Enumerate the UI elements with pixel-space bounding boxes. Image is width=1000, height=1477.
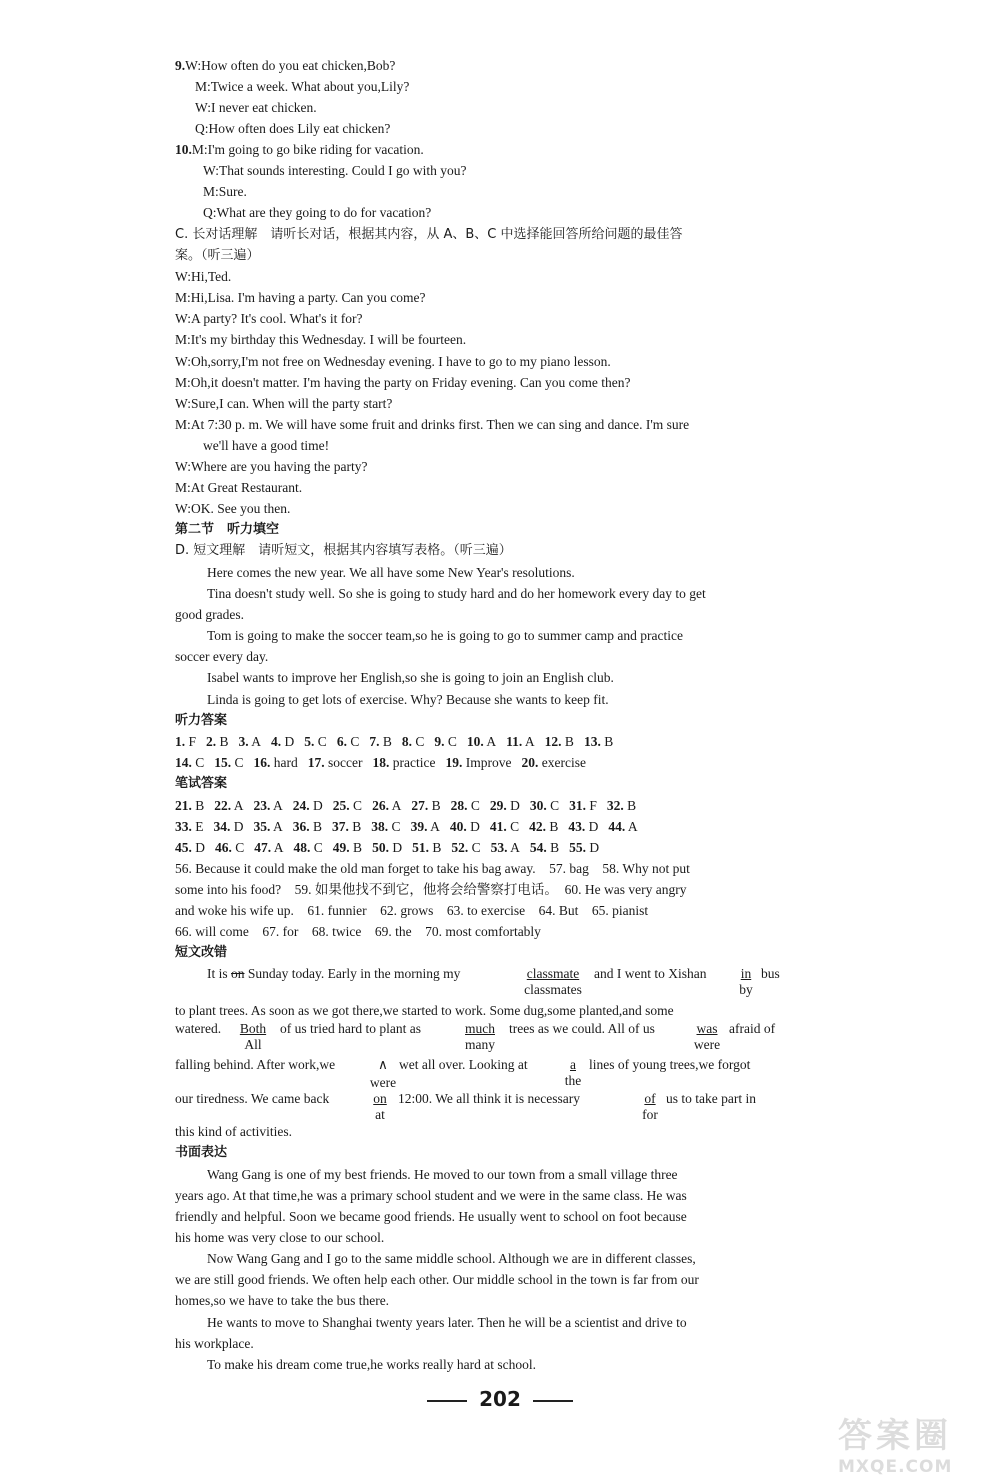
ec-fix-4: much many bbox=[465, 1021, 495, 1052]
q10-line2: W:That sounds interesting. Could I go with you? bbox=[203, 163, 467, 178]
answer-item: 15. C bbox=[214, 755, 244, 770]
answer-item: 19. Improve bbox=[445, 755, 512, 770]
passage-line: Linda is going to get lots of exercise. Why? Because she wants to keep fit. bbox=[207, 692, 609, 707]
passage-line: soccer every day. bbox=[175, 649, 269, 664]
writing-line: Wang Gang is one of my best friends. He moved to our town from a small village three bbox=[207, 1167, 678, 1182]
answer-item: 29. D bbox=[489, 798, 520, 813]
writing-line: years ago. At that time,he was a primary school student and we were in the same class. He was bbox=[175, 1188, 687, 1203]
answer-item: 9. C bbox=[434, 734, 457, 749]
answer-item: 48. C bbox=[293, 840, 323, 855]
answer-item: 44. A bbox=[608, 819, 638, 834]
written-answers-row-3 bbox=[175, 837, 785, 858]
listening-answers-row-1 bbox=[175, 731, 785, 752]
writing-title: 书面表达 bbox=[175, 1145, 228, 1160]
dialogue-line: W:Hi,Ted. bbox=[175, 269, 232, 284]
answer-item: 12. B bbox=[544, 734, 574, 749]
answer-item: 30. C bbox=[529, 798, 560, 813]
answer-item: 47. A bbox=[254, 840, 284, 855]
answer-item: 20. exercise bbox=[521, 755, 586, 770]
ec-fix-2: in by bbox=[739, 966, 753, 997]
writing-line: He wants to move to Shanghai twenty years later. Then he will be a scientist and drive to bbox=[207, 1315, 687, 1330]
passage-line: Isabel wants to improve her English,so she is going to join an English club. bbox=[207, 670, 614, 685]
writing-line: homes,so we have to take the bus there. bbox=[175, 1293, 390, 1308]
ec-line4a: falling behind. After work,we bbox=[175, 1057, 336, 1072]
answer-item: 17. soccer bbox=[307, 755, 363, 770]
ec-struck-word: on bbox=[231, 966, 245, 981]
ec-line5a: our tiredness. We came back bbox=[175, 1091, 330, 1106]
answer-item: 46. C bbox=[215, 840, 245, 855]
section-2-title: 第二节 听力填空 bbox=[175, 522, 280, 537]
written-answers-61: and woke his wife up. 61. funnier 62. grows 63. to exercise 64. But 65. pianist bbox=[175, 903, 649, 918]
answer-item: 33. E bbox=[175, 819, 204, 834]
answer-item: 45. D bbox=[175, 840, 205, 855]
writing-line: we are still good friends. We often help each other. Our middle school in the town is far from our bbox=[175, 1272, 699, 1287]
dialogue-line: W:Sure,I can. When will the party start? bbox=[175, 396, 393, 411]
answer-item: 41. C bbox=[489, 819, 520, 834]
section-c-title-2: 案。（听三遍） bbox=[175, 248, 260, 263]
ec-line1a: It is on Sunday today. Early in the morning my bbox=[207, 966, 461, 981]
answer-item: 23. A bbox=[253, 798, 283, 813]
written-answers-row-1 bbox=[175, 795, 785, 816]
answer-item: 54. B bbox=[529, 840, 560, 855]
ec-line5b: 12:00. We all think it is necessary bbox=[398, 1091, 581, 1106]
answer-item: 42. B bbox=[529, 819, 559, 834]
answer-item: 25. C bbox=[332, 798, 363, 813]
dialogue-line: M:At Great Restaurant. bbox=[175, 480, 303, 495]
ec-line3d: afraid of bbox=[729, 1021, 776, 1036]
answer-item: 52. C bbox=[451, 840, 481, 855]
writing-line: Now Wang Gang and I go to the same middle school. Although we are in different classes, bbox=[207, 1251, 696, 1266]
answer-item: 28. C bbox=[450, 798, 480, 813]
q10-line4: Q:What are they going to do for vacation? bbox=[203, 205, 432, 220]
answer-item: 13. B bbox=[583, 734, 614, 749]
q10-line3: M:Sure. bbox=[203, 184, 247, 199]
ec-fix-5: was were bbox=[693, 1021, 721, 1052]
answer-item: 4. D bbox=[271, 734, 295, 749]
section-d-title: D. 短文理解 请听短文，根据其内容填写表格。（听三遍） bbox=[175, 543, 512, 558]
answer-item: 39. A bbox=[410, 819, 440, 834]
ec-fix-1: classmate classmates bbox=[524, 966, 582, 997]
ec-fix-3: Both All bbox=[239, 1021, 267, 1052]
dialogue-line: M:Oh,it doesn't matter. I'm having the party on Friday evening. Can you come then? bbox=[175, 375, 631, 390]
ec-line3c: trees as we could. All of us bbox=[509, 1021, 655, 1036]
writing-line: To make his dream come true,he works really hard at school. bbox=[207, 1357, 536, 1372]
ec-fix-8: on at bbox=[373, 1091, 387, 1122]
answer-item: 14. C bbox=[175, 755, 205, 770]
writing-line: his workplace. bbox=[175, 1336, 254, 1351]
ec-fix-7: a the bbox=[564, 1057, 582, 1088]
listening-answers-title: 听力答案 bbox=[175, 713, 228, 728]
answer-item: 50. D bbox=[372, 840, 403, 855]
answer-item: 40. D bbox=[449, 819, 480, 834]
ec-fix-6: ∧ were bbox=[369, 1057, 397, 1090]
ec-line4b: wet all over. Looking at bbox=[399, 1057, 528, 1072]
answer-item: 27. B bbox=[411, 798, 441, 813]
answer-item: 31. F bbox=[569, 798, 597, 813]
answer-item: 53. A bbox=[490, 840, 520, 855]
watermark-logo: 答案圈 MXQE.COM bbox=[838, 1416, 953, 1477]
answer-item: 51. B bbox=[412, 840, 442, 855]
writing-line: his home was very close to our school. bbox=[175, 1230, 385, 1245]
dialogue-line: W:OK. See you then. bbox=[175, 501, 291, 516]
ec-line3b: of us tried hard to plant as bbox=[280, 1021, 421, 1036]
section-c-title-1: C. 长对话理解 请听长对话，根据其内容，从 A、B、C 中选择能回答所给问题的最佳答 bbox=[175, 227, 683, 242]
answer-item: 10. A bbox=[466, 734, 497, 749]
answer-item: 6. C bbox=[336, 734, 360, 749]
answer-item: 1. F bbox=[175, 734, 197, 749]
q9-line4: Q:How often does Lily eat chicken? bbox=[195, 121, 391, 136]
dialogue-line: M:At 7:30 p. m. We will have some fruit and drinks first. Then we can sing and dance. I'm sure bbox=[175, 417, 690, 432]
dialogue-line: M:It's my birthday this Wednesday. I will be fourteen. bbox=[175, 332, 467, 347]
answer-item: 32. B bbox=[606, 798, 637, 813]
writing-line: friendly and helpful. Soon we became good friends. He usually went to school on foot because bbox=[175, 1209, 687, 1224]
listening-answers-row-2 bbox=[175, 752, 785, 773]
answer-item: 7. B bbox=[369, 734, 392, 749]
answer-item: 49. B bbox=[332, 840, 363, 855]
dialogue-line: we'll have a good time! bbox=[203, 438, 330, 453]
passage-line: good grades. bbox=[175, 607, 244, 622]
written-answers-66: 66. will come 67. for 68. twice 69. the 70. most comfortably bbox=[175, 924, 541, 939]
ec-fix-9: of for bbox=[642, 1091, 658, 1122]
ec-line1c: and I went to Xishan bbox=[594, 966, 707, 981]
answer-item: 35. A bbox=[253, 819, 283, 834]
answer-item: 18. practice bbox=[372, 755, 436, 770]
answer-item: 43. D bbox=[568, 819, 599, 834]
answer-item: 2. B bbox=[206, 734, 229, 749]
page-number: 202 bbox=[0, 1387, 1000, 1411]
ec-line6: this kind of activities. bbox=[175, 1124, 292, 1139]
written-answers-title: 笔试答案 bbox=[175, 776, 228, 791]
passage-line: Tom is going to make the soccer team,so he is going to go to summer camp and practice bbox=[207, 628, 683, 643]
error-correction-title: 短文改错 bbox=[175, 945, 228, 960]
passage-line: Tina doesn't study well. So she is going to study hard and do her homework every day to get bbox=[207, 586, 706, 601]
answer-item: 37. B bbox=[332, 819, 362, 834]
passage-line: Here comes the new year. We all have some New Year's resolutions. bbox=[207, 565, 575, 580]
answer-item: 8. C bbox=[401, 734, 425, 749]
answer-item: 11. A bbox=[506, 734, 535, 749]
answer-item: 21. B bbox=[175, 798, 205, 813]
dialogue-line: W:Oh,sorry,I'm not free on Wednesday evening. I have to go to my piano lesson. bbox=[175, 354, 611, 369]
written-answers-59: some into his food? 59. 如果他找不到它，他将会给警察打电话。 60. He was very angry bbox=[175, 882, 687, 897]
answer-item: 34. D bbox=[213, 819, 244, 834]
q10-line1: 10.M:I'm going to go bike riding for vacation. bbox=[175, 142, 424, 157]
written-answers-56: 56. Because it could make the old man forget to take his bag away. 57. bag 58. Why not put bbox=[175, 861, 690, 876]
page-number-dash bbox=[533, 1400, 573, 1402]
ec-line4c: lines of young trees,we forgot bbox=[589, 1057, 751, 1072]
answer-item: 38. C bbox=[371, 819, 401, 834]
ec-line3a: watered. bbox=[175, 1021, 222, 1036]
q9-line2: M:Twice a week. What about you,Lily? bbox=[195, 79, 410, 94]
answer-item: 16. hard bbox=[253, 755, 298, 770]
ec-line2: to plant trees. As soon as we got there,we started to work. Some dug,some planted,and some bbox=[175, 1003, 674, 1018]
answer-item: 26. A bbox=[372, 798, 402, 813]
ec-line1d: bus bbox=[761, 966, 780, 981]
dialogue-line: W:A party? It's cool. What's it for? bbox=[175, 311, 363, 326]
dialogue-line: M:Hi,Lisa. I'm having a party. Can you come? bbox=[175, 290, 426, 305]
page-number-dash bbox=[427, 1400, 467, 1402]
answer-item: 3. A bbox=[238, 734, 262, 749]
q9-line3: W:I never eat chicken. bbox=[195, 100, 317, 115]
answer-item: 22. A bbox=[214, 798, 244, 813]
dialogue-line: W:Where are you having the party? bbox=[175, 459, 368, 474]
q9-line1: 9.W:How often do you eat chicken,Bob? bbox=[175, 58, 396, 73]
answer-item: 36. B bbox=[292, 819, 323, 834]
answer-item: 5. C bbox=[304, 734, 327, 749]
answer-item: 55. D bbox=[569, 840, 600, 855]
answer-item: 24. D bbox=[292, 798, 323, 813]
written-answers-row-2 bbox=[175, 816, 785, 837]
ec-line5c: us to take part in bbox=[666, 1091, 756, 1106]
